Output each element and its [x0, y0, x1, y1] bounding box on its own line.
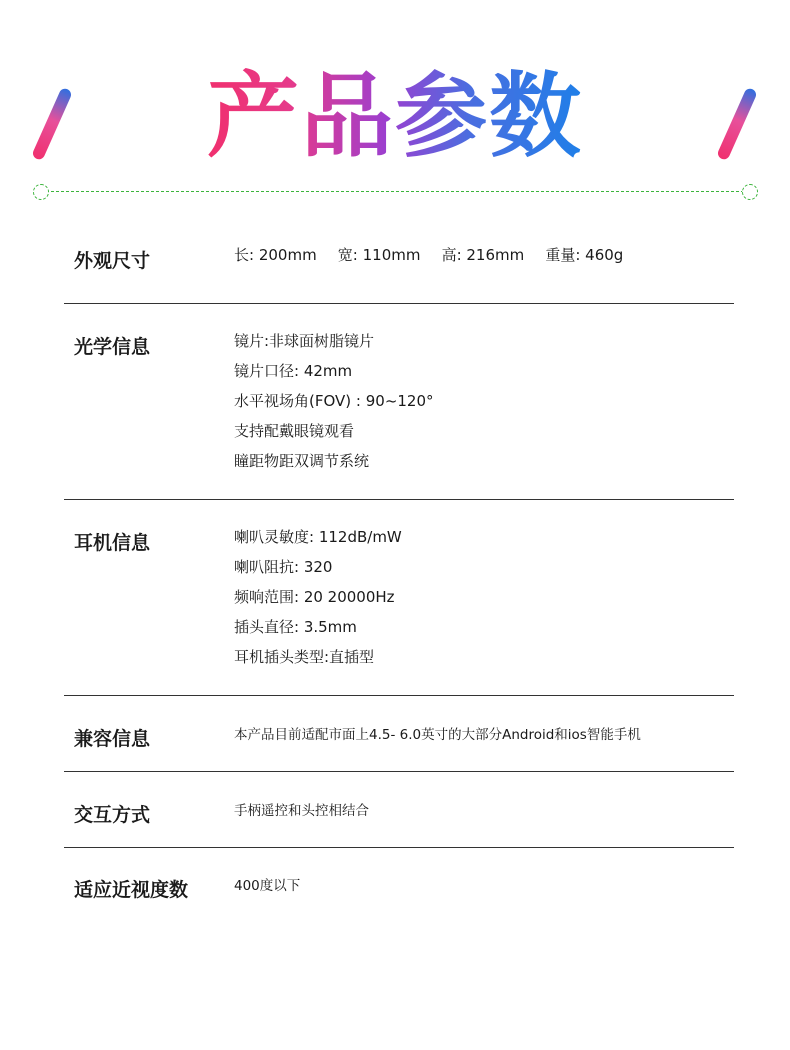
section-values: [234, 796, 369, 826]
page-title: 产品参数: [206, 63, 583, 170]
section-divider: [64, 499, 734, 500]
spec-item: 插头直径: 3.5mm: [234, 618, 357, 636]
section-label: 光学信息: [74, 336, 151, 358]
spec-section-myopia: [64, 871, 734, 919]
spec-item: 耳机插头类型:直插型: [234, 648, 375, 666]
spec-section-interaction: [64, 796, 734, 844]
spec-item: 镜片:非球面树脂镜片: [234, 332, 375, 350]
spec-item: 喇叭阻抗: 320: [234, 558, 333, 576]
section-values: [234, 326, 434, 476]
section-values: [234, 240, 639, 270]
section-values: [234, 720, 641, 750]
spec-section-dimensions: [64, 240, 734, 300]
divider-right-circle: [742, 184, 758, 200]
spec-item: 瞳距物距双调节系统: [234, 452, 370, 470]
spec-item: 支持配戴眼镜观看: [234, 422, 355, 440]
title-area: [0, 62, 790, 182]
section-label: 兼容信息: [74, 728, 151, 750]
section-divider: [64, 695, 734, 696]
section-label: 适应近视度数: [74, 879, 189, 901]
spec-width: 宽: 110mm: [337, 246, 421, 264]
spec-item: 频响范围: 20 20000Hz: [234, 588, 395, 606]
header-divider: [46, 191, 744, 192]
section-values: [234, 522, 402, 672]
section-divider: [64, 847, 734, 848]
section-label: 外观尺寸: [74, 250, 151, 272]
spec-item: 水平视场角(FOV) : 90~120°: [234, 392, 434, 410]
spec-item: 喇叭灵敏度: 112dB/mW: [234, 528, 402, 546]
spec-item: 本产品目前适配市面上4.5- 6.0英寸的大部分Android和ios智能手机: [234, 727, 641, 743]
spec-item: 400度以下: [234, 878, 301, 894]
section-divider: [64, 303, 734, 304]
spec-length: 长: 200mm: [234, 246, 317, 264]
spec-item: 手柄遥控和头控相结合: [234, 803, 369, 819]
section-label: 耳机信息: [74, 532, 151, 554]
spec-item: 镜片口径: 42mm: [234, 362, 353, 380]
section-values: [234, 871, 300, 901]
section-divider: [64, 771, 734, 772]
spec-weight: 重量: 460g: [545, 246, 624, 264]
spec-section-earphone: [64, 522, 734, 692]
spec-section-compatibility: [64, 720, 734, 768]
divider-left-circle: [33, 184, 49, 200]
spec-height: 高: 216mm: [441, 246, 525, 264]
section-label: 交互方式: [74, 804, 151, 826]
spec-section-optics: [64, 326, 734, 496]
